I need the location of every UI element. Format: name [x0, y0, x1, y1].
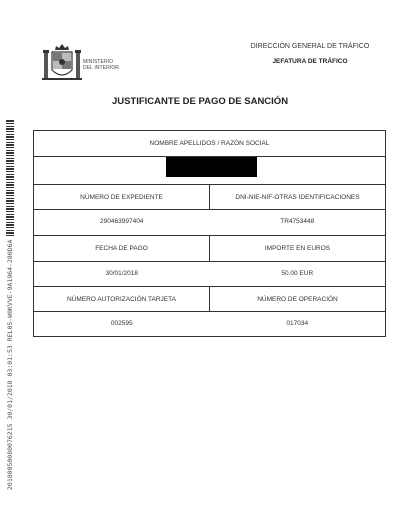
coat-of-arms-logo	[42, 42, 82, 84]
expediente-value-row	[34, 208, 385, 235]
autorizacion-value: 002595	[110, 319, 133, 327]
issuer-direction: DIRECCIÓN GENERAL DE TRÁFICO	[250, 43, 370, 50]
fecha-label-row	[34, 235, 385, 262]
document-title: JUSTIFICANTE DE PAGO DE SANCIÓN	[111, 96, 289, 107]
side-verification-code: 20180050080076215 30/01/2018 03:01:53 REL05-W0KVVE-9A1964-280D6A	[6, 239, 14, 490]
issuer-block	[230, 43, 390, 65]
importe-label: IMPORTE EN EUROS	[209, 236, 385, 261]
name-label-row	[34, 131, 385, 157]
dni-label: DNI-NIE-NIF-OTRAS IDENTIFICACIONES	[209, 185, 385, 209]
autorizacion-value-row	[34, 310, 385, 336]
expediente-label: NÚMERO DE EXPEDIENTE	[80, 193, 163, 201]
ministry-name	[83, 59, 119, 71]
payment-form	[33, 130, 386, 337]
autorizacion-label: NÚMERO AUTORIZACIÓN TARJETA	[67, 295, 176, 303]
barcode-icon	[6, 120, 14, 236]
expediente-label-row	[34, 184, 385, 210]
issuer-office: JEFATURA DE TRÁFICO	[272, 58, 348, 65]
fecha-value: 30/01/2018	[105, 269, 139, 277]
redacted-name	[166, 157, 257, 177]
name-label: NOMBRE APELLIDOS / RAZÓN SOCIAL	[149, 140, 270, 147]
importe-value: 50.00 EUR	[281, 269, 314, 277]
fecha-value-row	[34, 260, 385, 286]
fecha-label: FECHA DE PAGO	[95, 245, 148, 252]
ministry-line-2: DEL INTERIOR	[83, 65, 120, 71]
operacion-value: 017034	[286, 319, 309, 327]
expediente-value: 290463997404	[100, 218, 144, 225]
side-verification-strip	[3, 120, 17, 490]
autorizacion-label-row	[34, 286, 385, 312]
dni-value: TR4753448	[280, 218, 315, 225]
ministry-line-1: MINISTERIO	[83, 59, 114, 65]
operacion-label: NÚMERO DE OPERACIÓN	[209, 287, 385, 311]
